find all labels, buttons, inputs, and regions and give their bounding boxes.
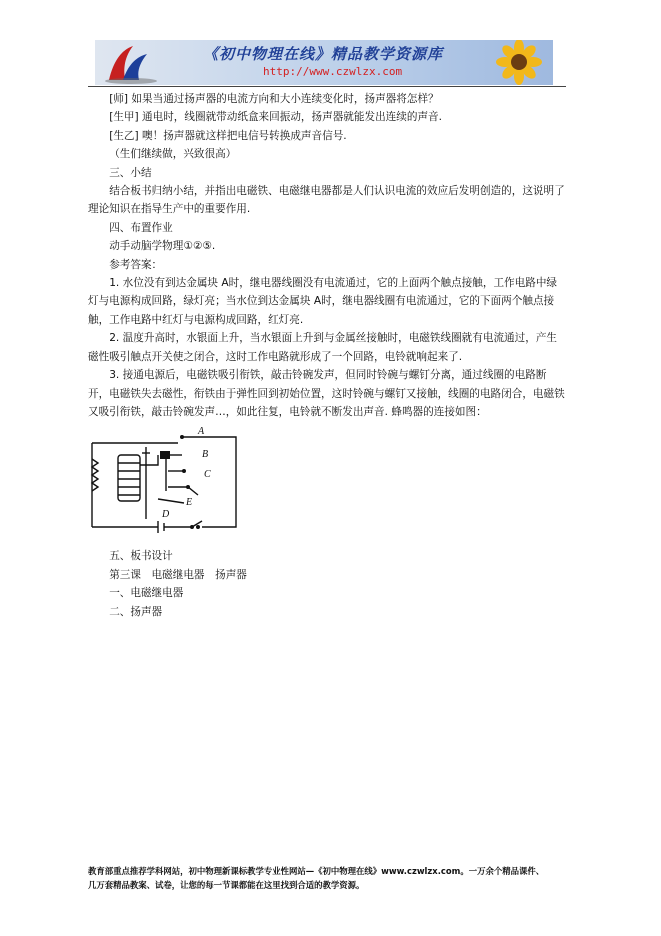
buzzer-circuit-diagram <box>88 425 248 541</box>
banner-url: http://www.czwlzx.com <box>263 65 403 78</box>
label-C: C <box>204 469 211 481</box>
answer-item: 3. 接通电源后，电磁铁吸引衔铁，敲击铃碗发声，但同时铃碗与螺钉分离，通过线圈的电路断开，电磁铁失去磁性，衔铁由于弹性回到初始位置，这时铃碗与螺钉又接触，线圈的电路闭合，电磁铁又吸引衔铁，敲击铃碗发声…，如此往复，电铃就不断发出声音. 蜂鸣器的连接如图： <box>88 369 565 418</box>
board-heading: 五、板书设计 <box>109 550 173 563</box>
answers-heading: 参考答案： <box>109 258 163 271</box>
answer-item: 2. 温度升高时，水银面上升，当水银面上升到与金属丝接触时，电磁铁线圈就有电流通过，产生磁性吸引触点开关使之闭合，这时工作电路就形成了一个回路，电铃就响起来了. <box>88 332 558 363</box>
board-title: 第三课 电磁继电器 扬声器 <box>109 568 247 581</box>
summary-text: 结合板书归纳小结，并指出电磁铁、电磁继电器都是人们认识电流的效应后发明创造的，这说明了理论知识在指导生产中的重要作用. <box>88 185 565 216</box>
label-E: E <box>186 497 193 509</box>
header-banner <box>95 40 553 85</box>
summary-heading: 三、小结 <box>109 166 152 179</box>
site-logo-icon <box>101 42 161 84</box>
footer-line: 教育部重点推荐学科网站，初中物理新课标教学专业性网站—《初中物理在线》www.czwlzx.com。一万余个精品课件、 <box>88 866 545 876</box>
dialog-line: （生们继续做，兴致很高） <box>109 148 237 161</box>
banner-title: 《初中物理在线》精品教学资源库 <box>203 45 444 63</box>
homework-text: 动手动脑学物理①②⑤. <box>109 240 216 253</box>
answer-item: 1. 水位没有到达金属块 A时，继电器线圈没有电流通过，它的上面两个触点接触，工作电路中绿灯与电源构成回路，绿灯亮；当水位到达金属块 A时，继电器线圈有电流通过，它的下面两个触点接触，工作电路中红灯与电源构成回路，红灯亮. <box>88 277 558 326</box>
homework-heading: 四、布置作业 <box>109 221 173 234</box>
board-item: 一、电磁继电器 <box>109 587 184 600</box>
label-D: D <box>162 509 170 521</box>
board-item: 二、扬声器 <box>109 605 163 618</box>
document-body <box>88 90 566 621</box>
dialog-line: [生甲] 通电时，线圈就带动纸盒来回振动，扬声器就能发出连续的声音. <box>109 111 442 124</box>
footer-line: 几万套精品教案、试卷，让您的每一节课都能在这里找到合适的教学资源。 <box>88 880 365 890</box>
label-B: B <box>202 449 209 461</box>
sunflower-icon <box>489 40 549 85</box>
dialog-line: [师] 如果当通过扬声器的电流方向和大小连续变化时，扬声器将怎样？ <box>109 93 439 105</box>
label-A: A <box>198 426 205 438</box>
header-rule <box>88 86 566 87</box>
dialog-line: [生乙] 噢！扬声器就这样把电信号转换成声音信号. <box>109 129 347 142</box>
page-footer <box>88 864 578 892</box>
